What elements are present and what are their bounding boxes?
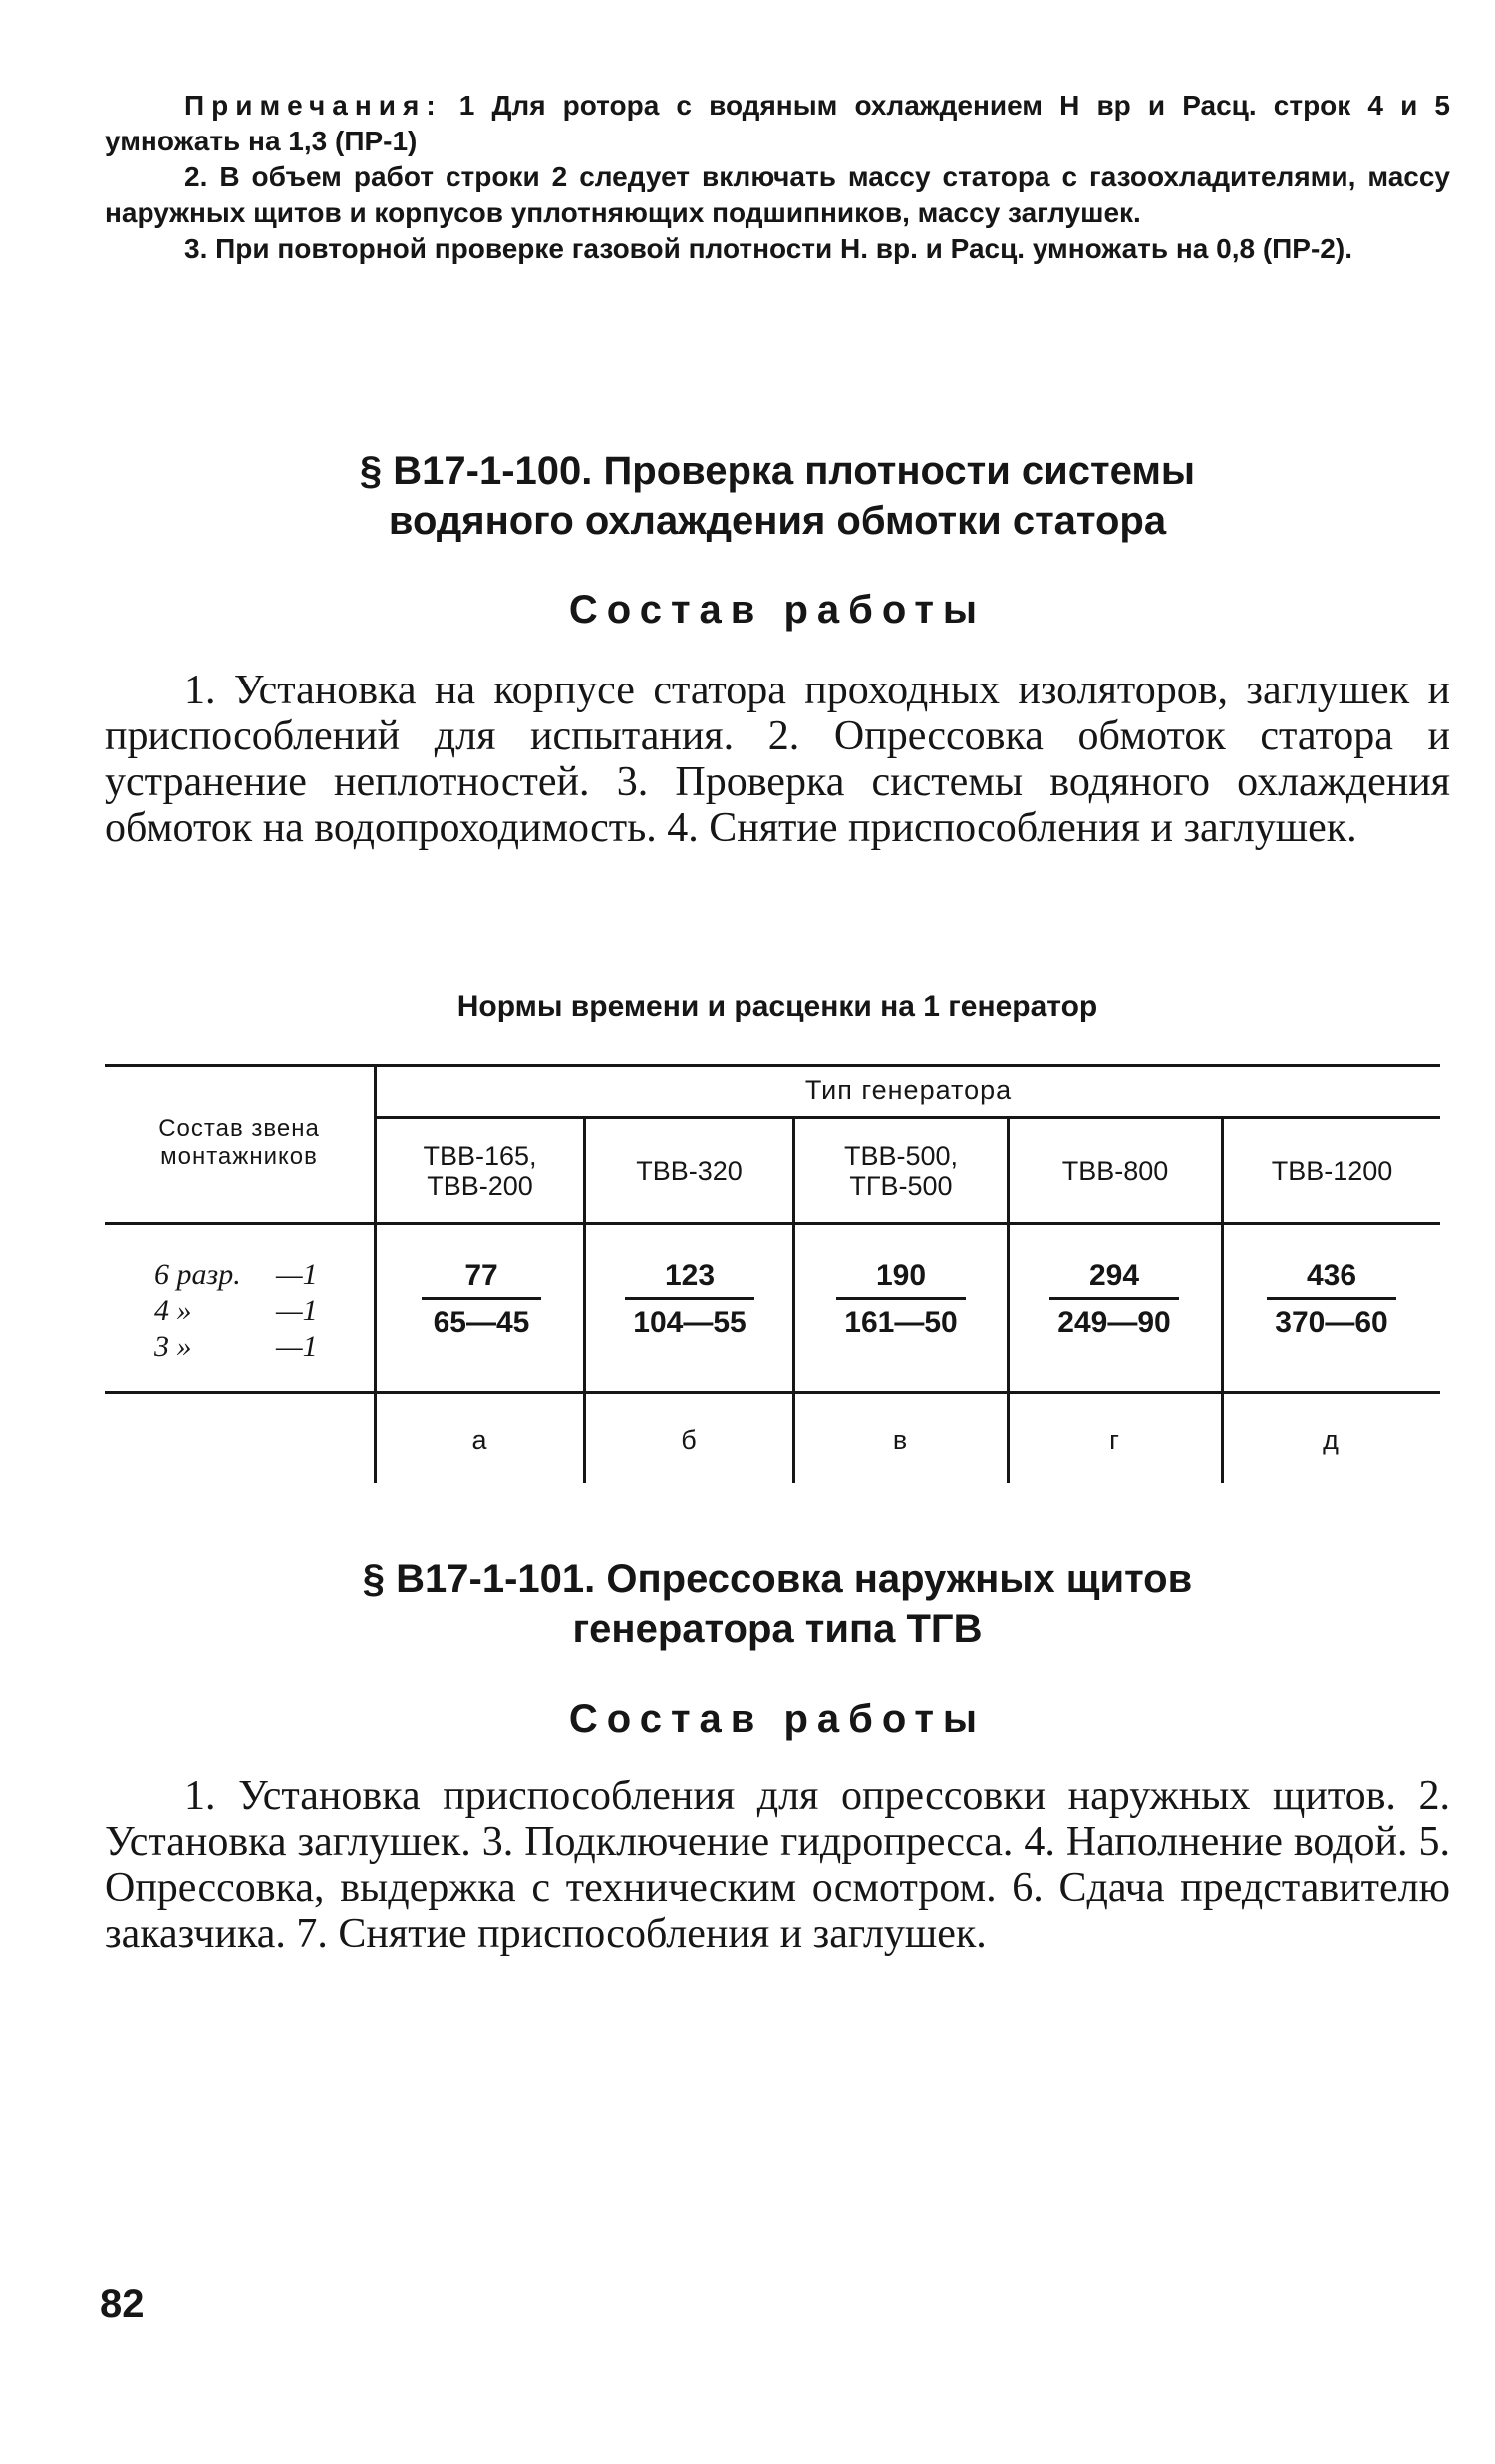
column-letter: б [681,1425,697,1455]
crew-row [105,1329,374,1365]
norms-table [105,1064,1440,1483]
column-header-line-2: ТВВ-200 [427,1170,533,1201]
section-2-body: 1. Установка приспособления для опрессовки наружных щитов. 2. Установка заглушек. 3. Подключение гидропресса. 4. Наполнение водой. 5. Опрессовка, выдержка с техническим осмотром. 6. Сдача представителю заказчика. 7. Снятие приспособления и заглушек. [105,1774,1450,1957]
crew-grade: 4 » [154,1294,192,1327]
price: 370—60 [1275,1306,1388,1339]
column-letter: в [892,1425,908,1455]
column-header-line-1: ТВВ-500, [843,1140,959,1171]
section-2-subtitle: Состав работы [568,1697,987,1741]
price: 65—45 [433,1306,530,1339]
crew-header-line-1: Состав звена [158,1115,320,1142]
section-1-title-line-1: § В17-1-100. Проверка плотности системы [359,449,1196,493]
section-1-body: 1. Установка на корпусе статора проходных изоляторов, заглушек и приспособлений для испытания. 2. Опрессовка обмоток статора и устранение неплотностей. 3. Проверка системы водяного охлаждения обмоток на водопроходимость. 4. Снятие приспособления и заглушек. [105,668,1450,851]
column-header [377,1119,583,1222]
norm-value [836,1259,966,1340]
section-1-title-line-2: водяного охлаждения обмотки статора [388,499,1167,543]
crew-header [105,1064,374,1222]
time-norm: 77 [422,1259,541,1300]
column-header [1010,1119,1221,1222]
norm-value [625,1259,754,1340]
notes-heading: Примечания: [184,90,443,121]
crew-count: —1 [276,1330,318,1363]
section-1-title [105,446,1450,546]
column-header-line-1: ТВВ-320 [636,1155,743,1186]
crew-grade: 3 » [154,1330,192,1363]
norm-value [1267,1259,1396,1340]
crew-header-line-2: монтажников [160,1143,318,1170]
note-1 [105,88,1450,159]
column-header [1224,1119,1440,1222]
norm-value [1049,1259,1179,1340]
generator-type-header: Тип генератора [804,1075,1013,1105]
section-1-subtitle: Состав работы [568,588,987,632]
column-letter: а [471,1425,487,1455]
table-body-rule [105,1391,1440,1394]
time-norm: 294 [1049,1259,1179,1300]
page-number: 82 [100,2282,145,2326]
column-header [795,1119,1007,1222]
crew-grade: 6 разр. [154,1258,241,1291]
time-norm: 123 [625,1259,754,1300]
column-letter: д [1323,1425,1339,1455]
price: 249—90 [1057,1306,1171,1339]
price: 104—55 [633,1306,747,1339]
note-1-text: 1 Для ротора с водяным охлаждением Н вр и Расц. строк 4 и 5 умножать на 1,3 (ПР-1) [105,90,1451,156]
table-caption: Нормы времени и расценки на 1 генератор [456,990,1098,1023]
column-letter: г [1109,1425,1119,1455]
price: 161—50 [844,1306,958,1339]
note-3: 3. При повторной проверке газовой плотности Н. вр. и Расц. умножать на 0,8 (ПР-2). [184,233,1352,264]
column-header-line-1: ТВВ-800 [1061,1155,1169,1186]
column-header-line-2: ТГВ-500 [849,1170,953,1201]
notes-block [105,88,1450,267]
column-header-line-1: ТВВ-165, [423,1140,537,1171]
crew-row [105,1293,374,1329]
section-2-title-line-2: генератора типа ТГВ [572,1607,983,1651]
crew-count: —1 [276,1294,318,1327]
section-2-title [105,1554,1450,1654]
time-norm: 436 [1267,1259,1396,1300]
norm-value [422,1259,541,1340]
crew-count: —1 [276,1258,318,1291]
column-header-line-1: ТВВ-1200 [1271,1155,1393,1186]
table-header-rule [105,1222,1440,1225]
section-2-title-line-1: § В17-1-101. Опрессовка наружных щитов [362,1557,1193,1601]
note-2: 2. В объем работ строки 2 следует включать массу статора с газоохладителями, массу наружных щитов и корпусов уплотняющих подшипников, массу заглушек. [105,161,1450,228]
crew-row [105,1257,374,1293]
time-norm: 190 [836,1259,966,1300]
crew-list [105,1257,374,1365]
column-header [586,1119,792,1222]
